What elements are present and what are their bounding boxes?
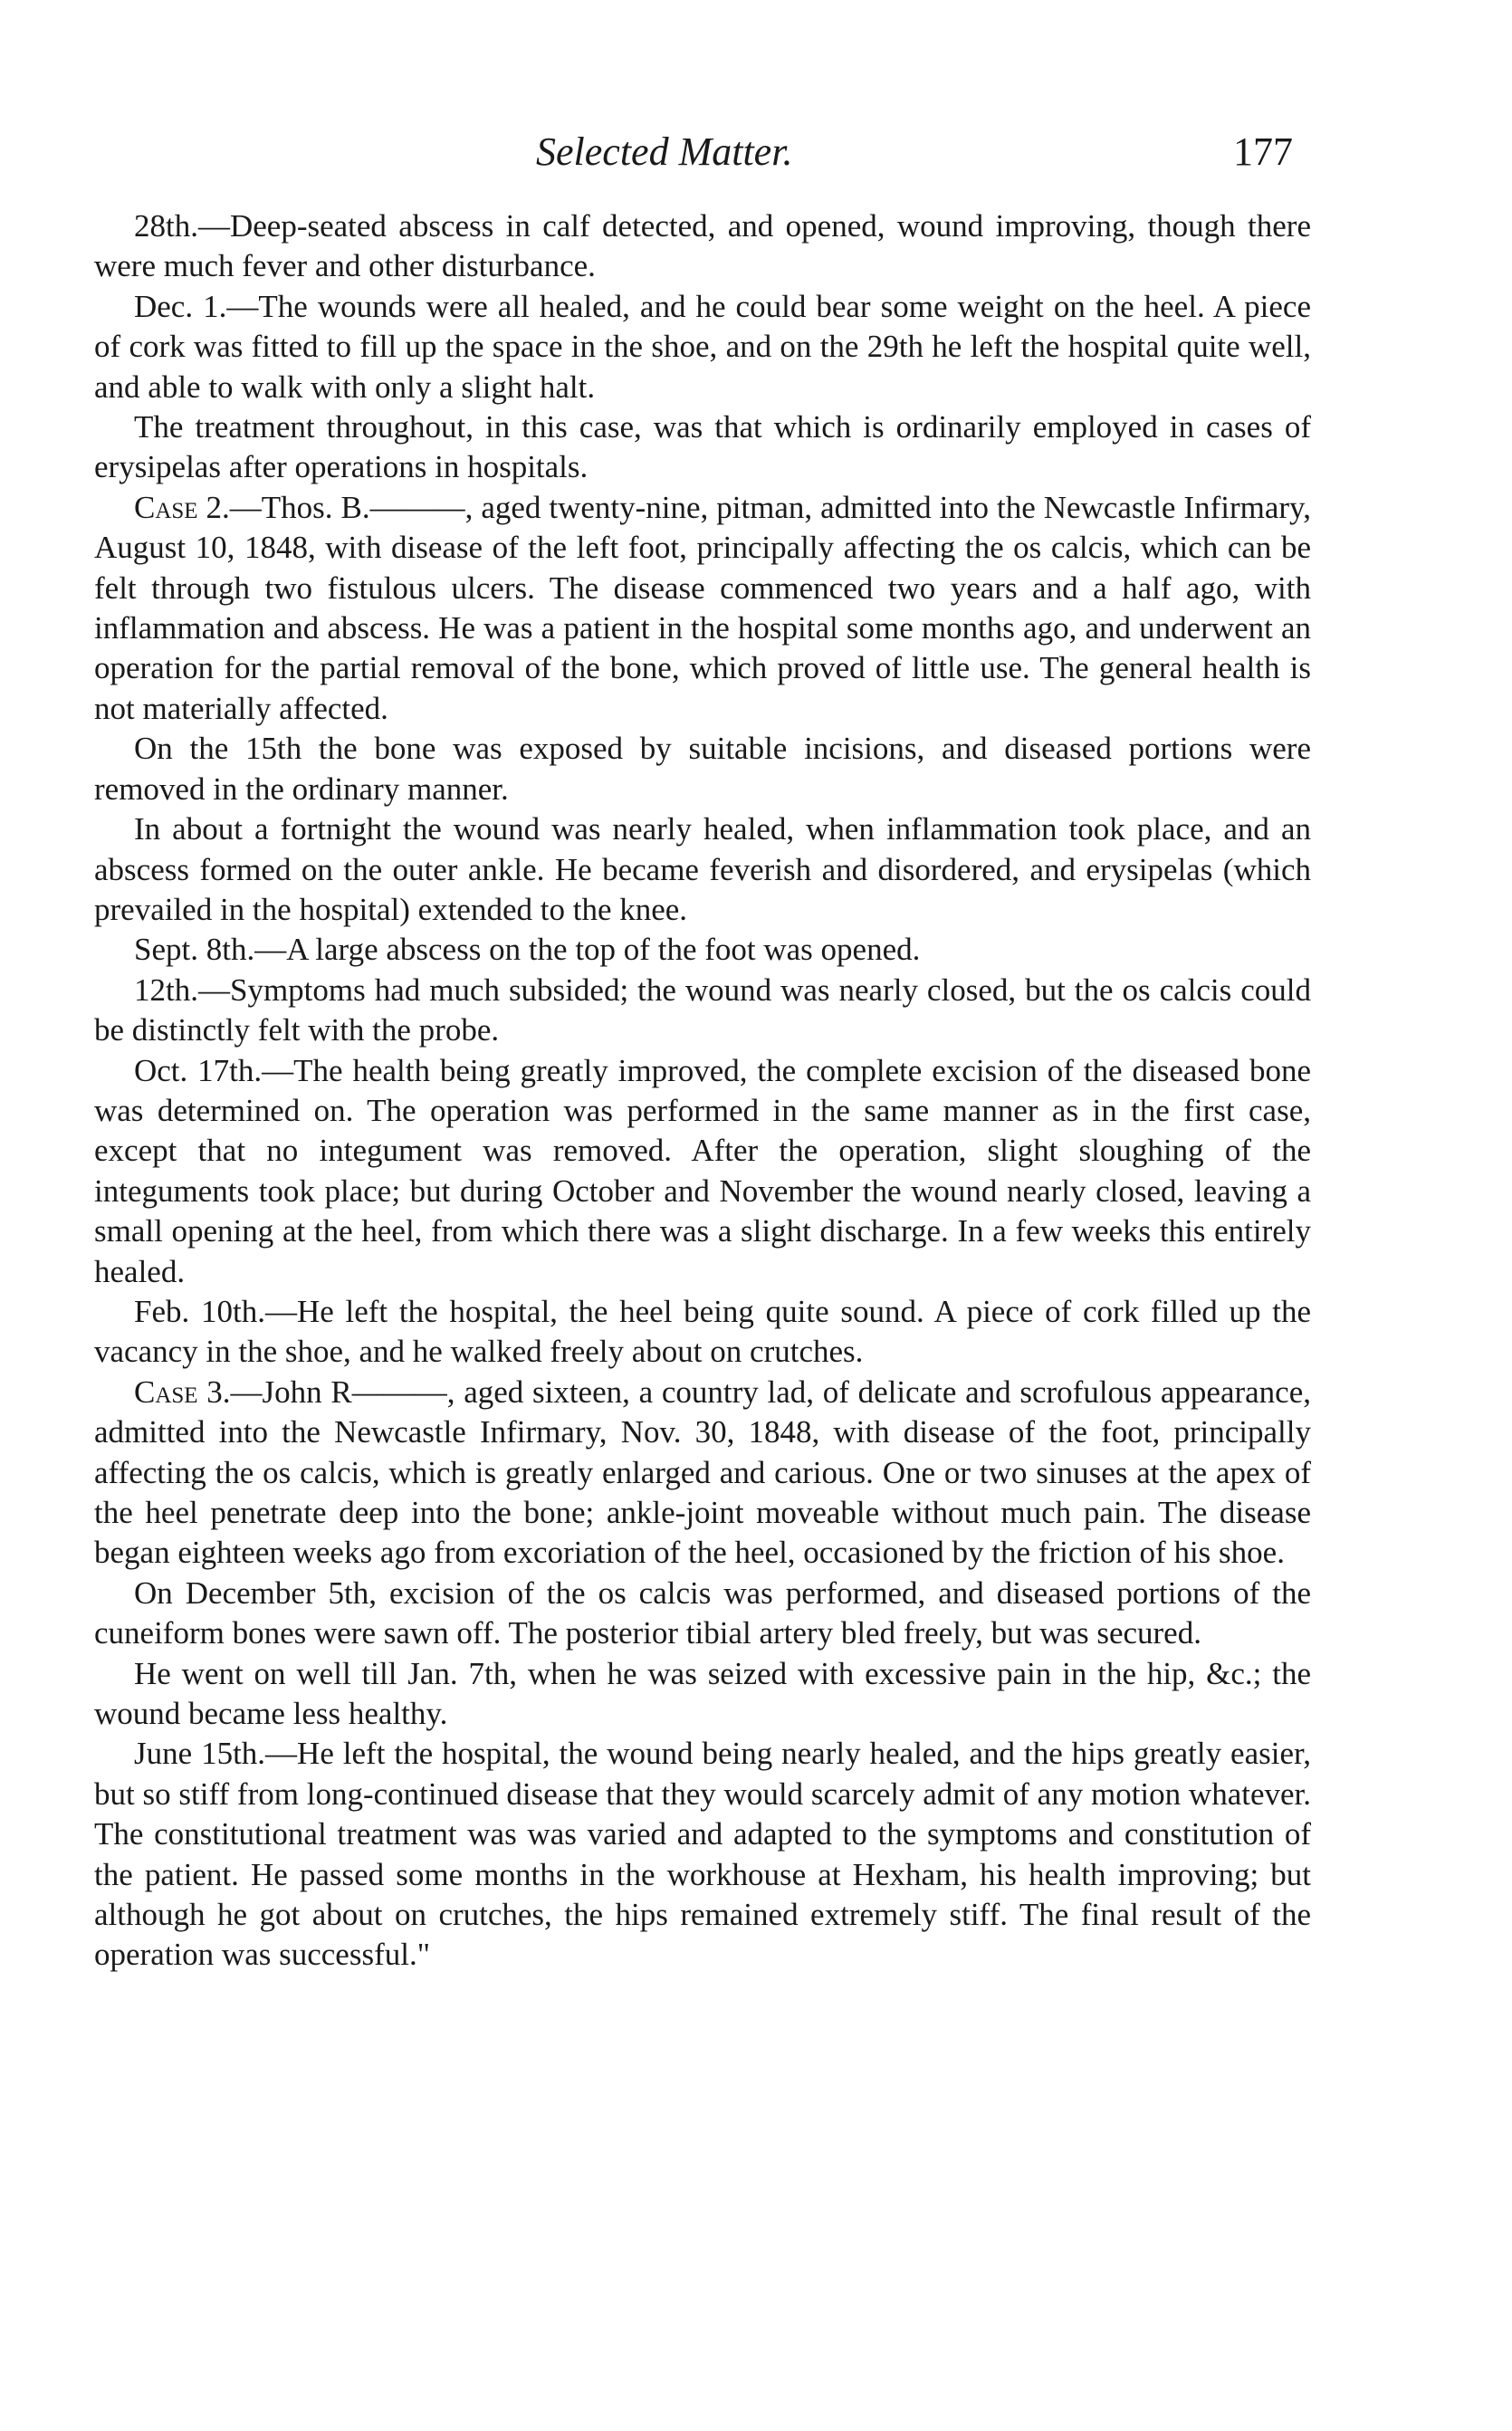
paragraph (94, 488, 1311, 729)
paragraph (94, 971, 1311, 1051)
paragraph-text: On the 15th the bone was exposed by suitable incisions, and diseased portions were removed in the ordinary manner. (94, 731, 1311, 807)
paragraph (94, 1292, 1311, 1373)
paragraph (94, 1734, 1311, 1975)
case-heading: Case 3. (134, 1373, 231, 1410)
paragraph (94, 729, 1311, 809)
paragraph (94, 809, 1311, 930)
paragraph-text: The treatment throughout, in this case, was that which is ordinarily employed in cases of erysipelas after operations in hospitals. (94, 409, 1311, 485)
paragraph-text: June 15th.—He left the hospital, the wound being nearly healed, and the hips greatly easier, but so stiff from long-continued disease that they would scarcely admit of any motion whatever. The constitutional treatment was was varied and adapted to the symptoms and constitution of the patient. He passed some months in the workhouse at Hexham, his health improving; but although he got about on crutches, the hips remained extremely stiff. The final result of the operation was successful." (94, 1736, 1311, 1973)
running-title: Selected Matter. (536, 129, 793, 174)
paragraph (94, 1373, 1311, 1574)
paragraph (94, 1051, 1311, 1292)
paragraph (94, 407, 1311, 488)
paragraph-text: —John R———, aged sixteen, a country lad, of delicate and scrofulous appearance, admitted into the Newcastle Infirmary, Nov. 30, 1848, with disease of the foot, principally affecting the os calcis, which is greatly enlarged and carious. One or two sinuses at the apex of the heel penetrate deep into the bone; ankle-joint moveable without much pain. The disease began eighteen weeks ago from excoriation of the heel, occasioned by the friction of his shoe. (94, 1373, 1311, 1571)
paragraph (94, 1574, 1311, 1654)
running-head (0, 125, 1512, 179)
paragraph-text: 28th.—Deep-seated abscess in calf detected, and opened, wound improving, though there were much fever and other disturbance. (94, 208, 1311, 284)
body-text (94, 206, 1311, 1976)
paragraph (94, 206, 1311, 287)
paragraph-text: —Thos. B.———, aged twenty-nine, pitman, admitted into the Newcastle Infirmary, August 10, 1848, with disease of the left foot, principally affecting the os calcis, which can be felt through two fistulous ulcers. The disease commenced two years and a half ago, with inflammation and abscess. He was a patient in the hospital some months ago, and underwent an operation for the partial removal of the bone, which proved of little use. The general health is not materially affected. (94, 489, 1312, 726)
paragraph (94, 1654, 1311, 1735)
paragraph-text: Dec. 1.—The wounds were all healed, and he could bear some weight on the heel. A piece of cork was fitted to fill up the space in the shoe, and on the 29th he left the hospital quite well, and able to walk with only a slight halt. (94, 288, 1311, 405)
paragraph-text: Sept. 8th.—A large abscess on the top of the foot was opened. (134, 932, 921, 968)
paragraph-text: Feb. 10th.—He left the hospital, the heel being quite sound. A piece of cork filled up the vacancy in the shoe, and he walked freely about on crutches. (94, 1293, 1311, 1370)
case-heading: Case 2. (134, 489, 230, 525)
paragraph-text: 12th.—Symptoms had much subsided; the wound was nearly closed, but the os calcis could be distinctly felt with the probe. (94, 971, 1311, 1048)
paragraph-text: On December 5th, excision of the os calcis was performed, and diseased portions of the cuneiform bones were sawn off. The posterior tibial artery bled freely, but was secured. (94, 1574, 1311, 1651)
paragraph (94, 287, 1311, 407)
page-number: 177 (1233, 129, 1293, 174)
paragraph (94, 930, 1311, 970)
paragraph-text: In about a fortnight the wound was nearly healed, when inflammation took place, and an abscess formed on the outer ankle. He became feverish and disordered, and erysipelas (which prevailed in the hospital) extended to the knee. (94, 811, 1311, 927)
paragraph-text: He went on well till Jan. 7th, when he was seized with excessive pain in the hip, &c.; the wound became less healthy. (94, 1655, 1311, 1732)
paragraph-text: Oct. 17th.—The health being greatly improved, the complete excision of the diseased bone was determined on. The operation was performed in the same manner as in the first case, except that no integument was removed. After the operation, slight sloughing of the integuments took place; but during October and November the wound nearly closed, leaving a small opening at the heel, from which there was a slight discharge. In a few weeks this entirely healed. (94, 1052, 1311, 1289)
